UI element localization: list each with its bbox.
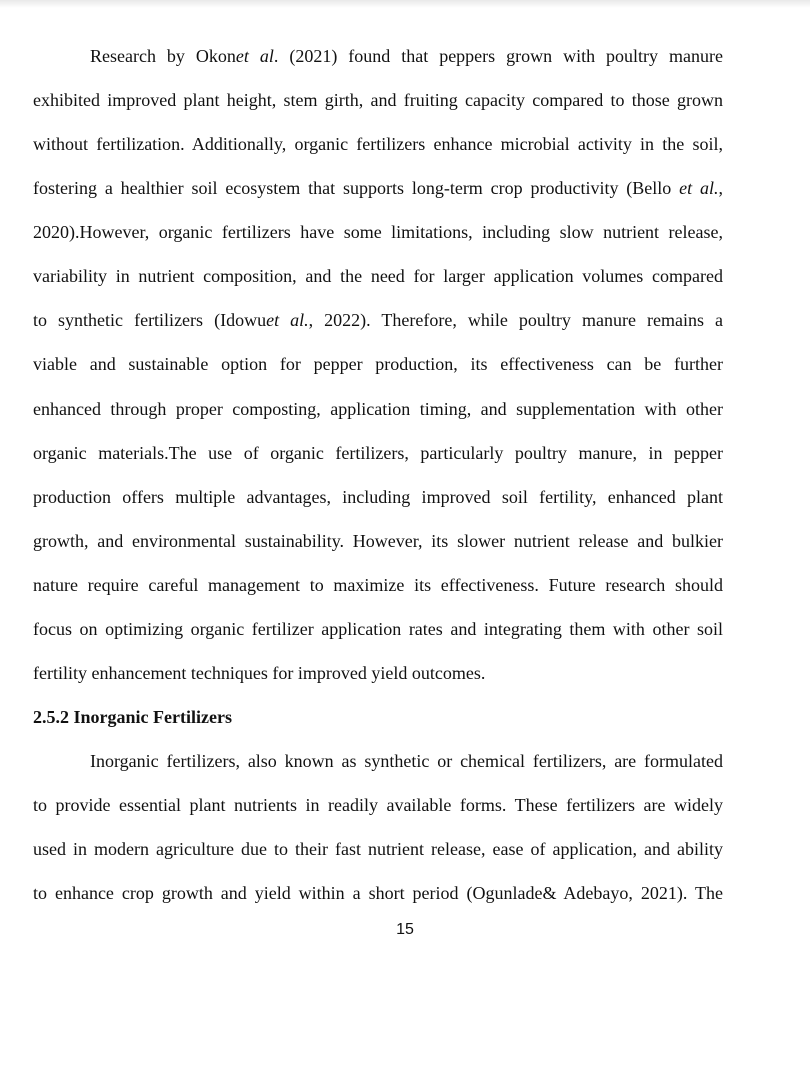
paragraph-1-line-15: fertility enhancement techniques for improved yield outcomes. (33, 663, 486, 683)
page-number: 15 (396, 921, 414, 938)
paragraph-2-line-2: to provide essential plant nutrients in readily available forms. These fertilizers are widely (33, 795, 723, 815)
paragraph-1-line-8: viable and sustainable option for pepper production, its effectiveness can be further (33, 354, 723, 374)
paragraph-1-line-3: without fertilization. Additionally, organic fertilizers enhance microbial activity in the soil, (33, 134, 723, 154)
paragraph-2-line-3: used in modern agriculture due to their fast nutrient release, ease of application, and ability (33, 839, 723, 859)
paragraph-1-line-13: nature require careful management to maximize its effectiveness. Future research should (33, 575, 723, 595)
paragraph-1-line-7: to synthetic fertilizers (Idowuet al., 2022). Therefore, while poultry manure remains a (33, 310, 723, 330)
paragraph-1-line-1: Research by Okonet al. (2021) found that peppers grown with poultry manure (90, 46, 723, 66)
paragraph-1-line-11: production offers multiple advantages, including improved soil fertility, enhanced plant (33, 487, 723, 507)
paragraph-1-line-9: enhanced through proper composting, application timing, and supplementation with other (33, 399, 723, 419)
top-edge-shadow (0, 0, 810, 8)
paragraph-1-line-14: focus on optimizing organic fertilizer application rates and integrating them with other soil (33, 619, 723, 639)
paragraph-1-line-2: exhibited improved plant height, stem girth, and fruiting capacity compared to those grown (33, 90, 723, 110)
paragraph-1-line-10: organic materials.The use of organic fertilizers, particularly poultry manure, in pepper (33, 443, 723, 463)
paragraph-1-line-4: fostering a healthier soil ecosystem that supports long-term crop productivity (Bello et al., (33, 178, 723, 198)
paragraph-1-line-12: growth, and environmental sustainability. However, its slower nutrient release and bulkier (33, 531, 723, 551)
paragraph-1-line-5: 2020).However, organic fertilizers have some limitations, including slow nutrient release, (33, 222, 723, 242)
section-heading: 2.5.2 Inorganic Fertilizers (33, 707, 232, 727)
paragraph-2-line-4: to enhance crop growth and yield within a short period (Ogunlade& Adebayo, 2021). The (33, 883, 723, 903)
paragraph-1-line-6: variability in nutrient composition, and the need for larger application volumes compared (33, 266, 723, 286)
paragraph-2-line-1: Inorganic fertilizers, also known as synthetic or chemical fertilizers, are formulated (90, 751, 723, 771)
